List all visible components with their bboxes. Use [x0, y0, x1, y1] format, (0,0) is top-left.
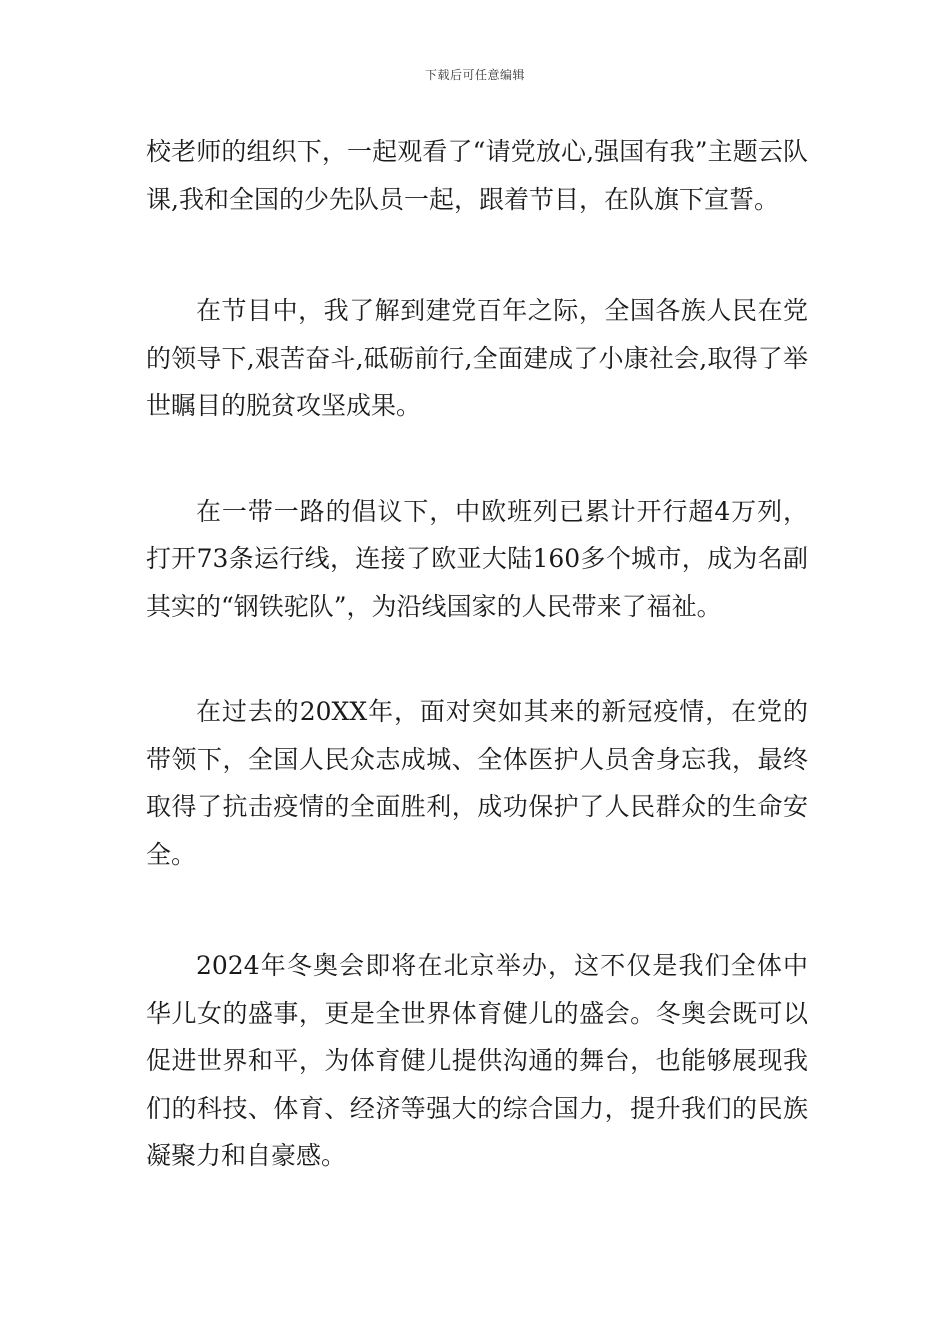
paragraph-belt-and-road: 在一带一路的倡议下，中欧班列已累计开行超4万列，打开73条运行线，连接了欧亚大陆160多个城市，成为名副其实的“钢铁驼队”，为沿线国家的人民带来了福祉。 [146, 496, 808, 621]
paragraph-winter-olympics: 2024年冬奥会即将在北京举办，这不仅是我们全体中华儿女的盛事，更是全世界体育健儿的盛会。冬奥会既可以促进世界和平，为体育健儿提供沟通的舞台，也能够展现我们的科技、体育、经济等强大的综合国力，提升我们的民族凝聚力和自豪感。 [146, 951, 808, 1170]
header-note: 下载后可任意编辑 [424, 68, 525, 82]
paragraph-continued: 校老师的组织下，一起观看了“请党放心,强国有我”主题云队课,我和全国的少先队员一起，跟着节目，在队旗下宣誓。 [146, 137, 808, 214]
document-body [146, 128, 808, 1180]
paragraph-pandemic: 在过去的20XX年，面对突如其来的新冠疫情，在党的带领下，全国人民众志成城、全体医护人员舍身忘我，最终取得了抗击疫情的全面胜利，成功保护了人民群众的生命安全。 [146, 697, 808, 869]
paragraph-party-centenary: 在节目中，我了解到建党百年之际，全国各族人民在党的领导下,艰苦奋斗,砥砺前行,全面建成了小康社会,取得了举世瞩目的脱贫攻坚成果。 [146, 296, 808, 420]
